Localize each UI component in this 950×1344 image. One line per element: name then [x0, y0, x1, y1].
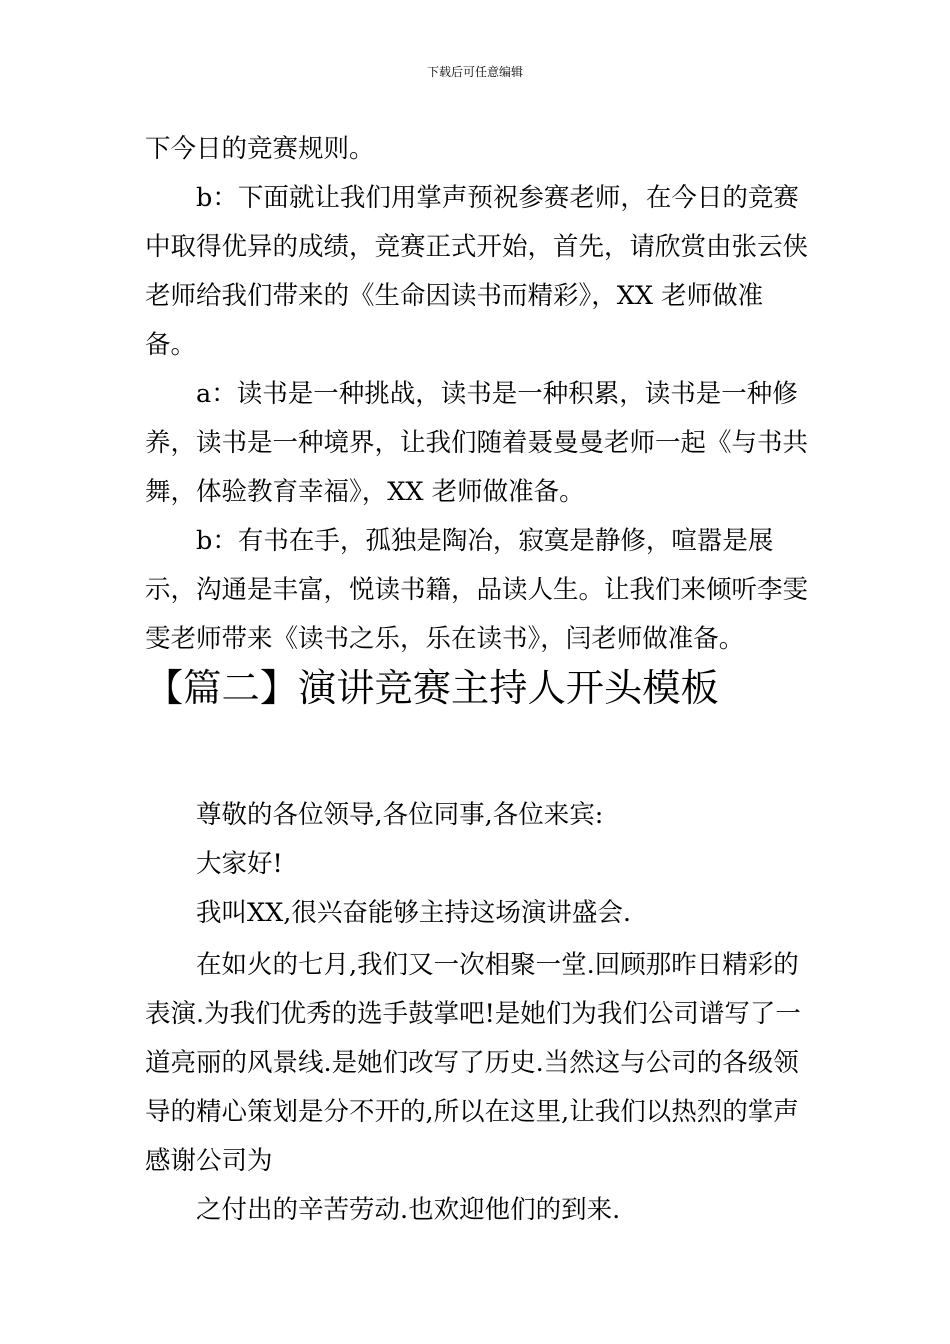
paragraph-continuation: 下今日的竞赛规则。 — [145, 134, 375, 164]
paragraph-a-reading: a：读书是一种挑战，读书是一种积累，读书是一种修养，读书是一种境界，让我们随着聂曼曼老师一起《与书共舞，体验教育幸福》，XX 老师做准备。 — [145, 379, 809, 507]
section-heading: 【篇二】演讲竞赛主持人开头模板 — [145, 666, 719, 711]
section-spacer — [145, 713, 813, 791]
paragraph-b-opening: b：下面就让我们用掌声预祝参赛老师，在今日的竞赛中取得优异的成绩，竞赛正式开始，首先，请欣赏由张云侠老师给我们带来的《生命因读书而精彩》，XX 老师做准备。 — [145, 183, 809, 360]
document-body — [145, 125, 813, 1235]
hello-line: 大家好! — [196, 849, 283, 879]
page-header-note: 下载后可任意编辑 — [426, 65, 523, 79]
introduction-line: 我叫XX,很兴奋能够主持这场演讲盛会. — [196, 898, 632, 928]
greeting-line: 尊敬的各位领导,各位同事,各位来宾: — [196, 800, 604, 830]
closing-line: 之付出的辛苦劳动.也欢迎他们的到来. — [196, 1195, 621, 1225]
paragraph-b-reading: b：有书在手，孤独是陶冶，寂寞是静修，喧嚣是展示，沟通是丰富，悦读书籍，品读人生。让我们来倾听李雯雯老师带来《读书之乐，乐在读书》，闫老师做准备。 — [145, 526, 809, 654]
main-speech-paragraph: 在如火的七月,我们又一次相聚一堂.回顾那昨日精彩的表演.为我们优秀的选手鼓掌吧!是她们为我们公司谱写了一道亮丽的风景线.是她们改写了历史.当然这与公司的各级领导的精心策划是分不开的,所以在这里,让我们以热烈的掌声感谢公司为 — [145, 950, 801, 1176]
